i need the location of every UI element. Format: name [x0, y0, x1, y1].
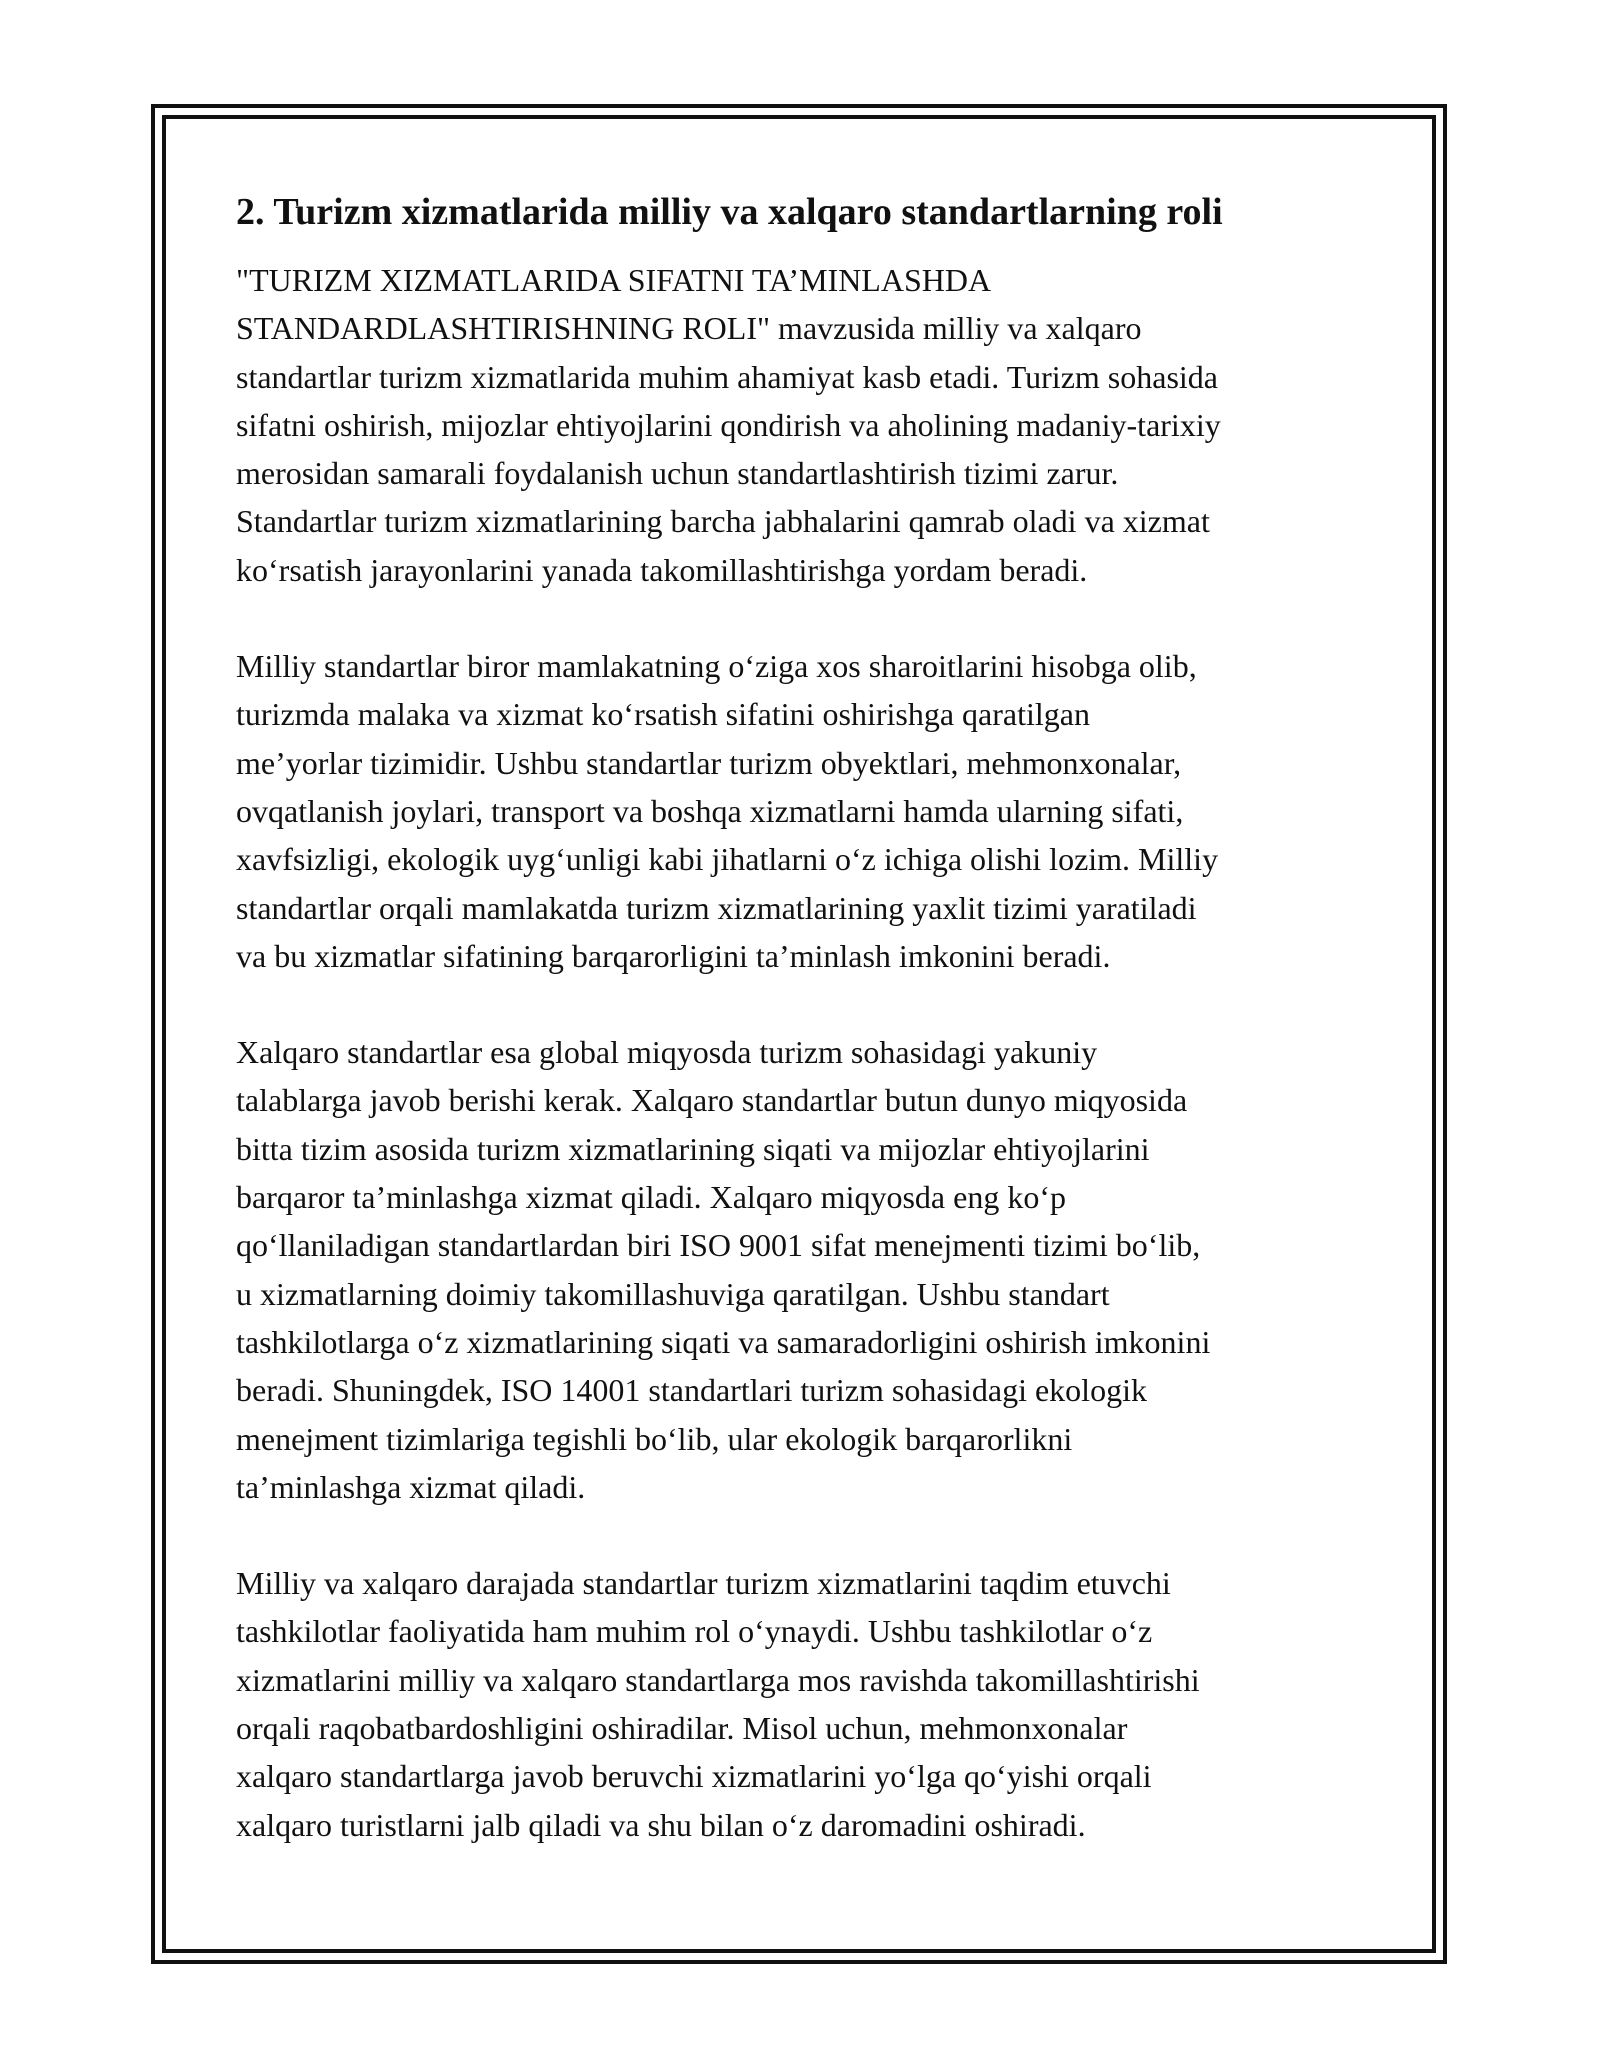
section-heading: 2. Turizm xizmatlarida milliy va xalqaro standartlarning roli [236, 191, 1223, 233]
document-body [236, 186, 1376, 1897]
paragraph-national-standards: Milliy standartlar biror mamlakatning o‘ziga xos sharoitlarini hisobga olib, turizmda malaka va xizmat ko‘rsatish sifatini oshirishga qaratilgan me’yorlar tizimidir. Ushbu standartlar turizm obyektlari, mehmonxonalar, ovqatlanish joylari, transport va boshqa xizmatlarni hamda ularning sifati, xavfsizligi, ekologik uyg‘unligi kabi jihatlarni o‘z ichiga olishi lozim. Milliy standartlar orqali mamlakatda turizm xizmatlarining yaxlit tizimi yaratiladi va bu xizmatlar sifatining barqarorligini ta’minlash imkonini beradi. [236, 648, 1219, 974]
paragraph-intro: "TURIZM XIZMATLARIDA SIFATNI TA’MINLASHDA STANDARDLASHTIRISHNING ROLI" mavzusida milliy va xalqaro standartlar turizm xizmatlarida muhim ahamiyat kasb etadi. Turizm sohasida sifatni oshirish, mijozlar ehtiyojlarini qondirish va aholining madaniy-tarixiy merosidan samarali foydalanish uchun standartlashtirish tizimi zarur. Standartlar turizm xizmatlarining barcha jabhalarini qamrab oladi va xizmat ko‘rsatish jarayonlarini yanada takomillashtirishga yordam beradi. [236, 262, 1221, 588]
paragraph-international-standards: Xalqaro standartlar esa global miqyosda turizm sohasidagi yakuniy talablarga javob berishi kerak. Xalqaro standartlar butun dunyo miqyosida bitta tizim asosida turizm xizmatlarining siqati va mijozlar ehtiyojlarini barqaror ta’minlashga xizmat qiladi. Xalqaro miqyosda eng ko‘p qo‘llaniladigan standartlardan biri ISO 9001 sifat menejmenti tizimi bo‘lib, u xizmatlarning doimiy takomillashuviga qaratilgan. Ushbu standart tashkilotlarga o‘z xizmatlarining siqati va samaradorligini oshirish imkonini beradi. Shuningdek, ISO 14001 standartlari turizm sohasidagi ekologik menejment tizimlariga tegishli bo‘lib, ular ekologik barqarorlikni ta’minlashga xizmat qiladi. [236, 1034, 1211, 1505]
paragraph-organizations: Milliy va xalqaro darajada standartlar turizm xizmatlarini taqdim etuvchi tashkilotlar faoliyatida ham muhim rol o‘ynaydi. Ushbu tashkilotlar o‘z xizmatlarini milliy va xalqaro standartlarga mos ravishda takomillashtirishi orqali raqobatbardoshligini oshiradilar. Misol uchun, mehmonxonalar xalqaro standartlarga javob beruvchi xizmatlarini yo‘lga qo‘yishi orqali xalqaro turistlarni jalb qiladi va shu bilan o‘z daromadini oshiradi. [236, 1565, 1200, 1843]
